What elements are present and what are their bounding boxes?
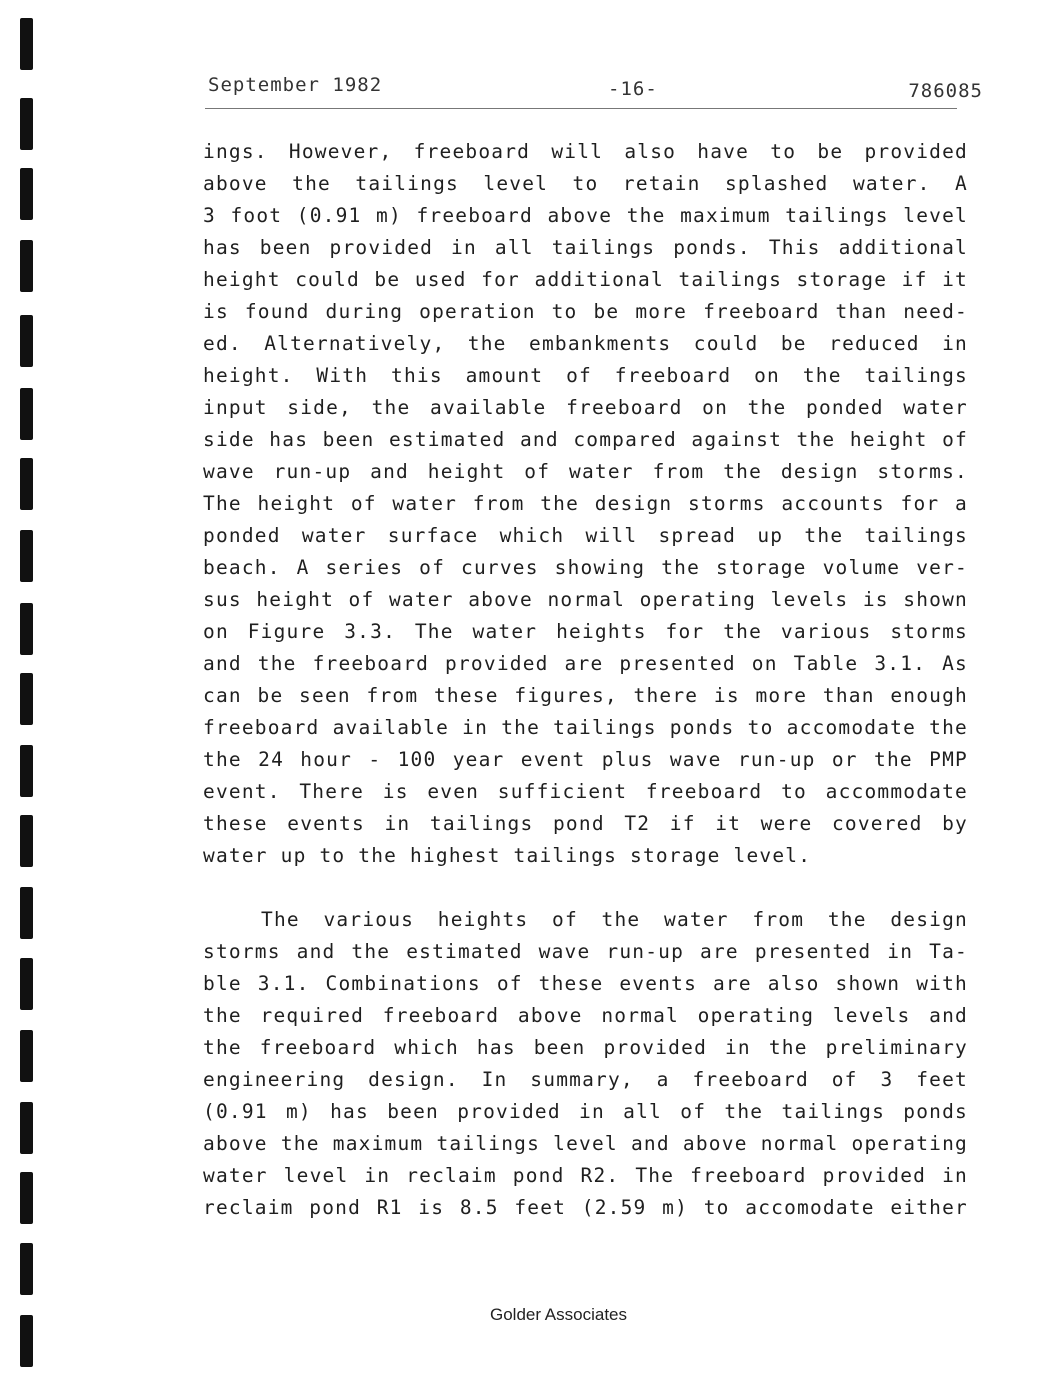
text-line: ings. However, freeboard will also have to be provided: [203, 140, 968, 163]
binding-mark: [20, 1243, 33, 1295]
text-line: The height of water from the design storms accounts for a: [203, 492, 968, 515]
binding-mark: [20, 1172, 33, 1224]
text-line: beach. A series of curves showing the storage volume ver-: [203, 556, 968, 579]
text-line: height could be used for additional tailings storage if it: [203, 268, 968, 291]
text-line: the required freeboard above normal operating levels and: [203, 1004, 968, 1027]
binding-mark: [20, 673, 33, 725]
text-line: (0.91 m) has been provided in all of the tailings ponds: [203, 1100, 968, 1123]
binding-hole-marks: [20, 0, 40, 1380]
text-line: ed. Alternatively, the embankments could be reduced in: [203, 332, 968, 355]
document-number: 786085: [908, 80, 983, 102]
footer-company: Golder Associates: [489, 1305, 627, 1324]
body-text: [203, 136, 968, 1224]
text-line: 3 foot (0.91 m) freeboard above the maximum tailings level: [203, 204, 968, 227]
text-line: The various heights of the water from the design: [261, 908, 968, 931]
paragraph-2: [203, 904, 968, 1224]
text-line: the freeboard which has been provided in the preliminary: [203, 1036, 968, 1059]
binding-mark: [20, 1030, 33, 1082]
binding-mark: [20, 240, 33, 292]
binding-mark: [20, 745, 33, 797]
text-line: storms and the estimated wave run-up are presented in Ta-: [203, 940, 968, 963]
binding-mark: [20, 315, 33, 367]
text-line: reclaim pond R1 is 8.5 feet (2.59 m) to accomodate either: [203, 1196, 968, 1219]
text-line: is found during operation to be more freeboard than need-: [203, 300, 968, 323]
header-rule: [205, 108, 957, 109]
text-line: water up to the highest tailings storage level.: [203, 844, 812, 867]
paragraph-gap: [203, 872, 968, 904]
page-number: -16-: [608, 78, 658, 100]
text-line: event. There is even sufficient freeboard to accommodate: [203, 780, 968, 803]
text-line: and the freeboard provided are presented on Table 3.1. As: [203, 652, 968, 675]
header-date: September 1982: [208, 74, 383, 96]
text-line: can be seen from these figures, there is more than enough: [203, 684, 968, 707]
text-line: these events in tailings pond T2 if it were covered by: [203, 812, 968, 835]
paragraph-1: [203, 136, 968, 872]
text-line: height. With this amount of freeboard on the tailings: [203, 364, 968, 387]
binding-mark: [20, 458, 33, 510]
text-line: input side, the available freeboard on the ponded water: [203, 396, 968, 419]
text-line: wave run-up and height of water from the design storms.: [203, 460, 968, 483]
text-line: sus height of water above normal operating levels is shown: [203, 588, 968, 611]
page-header: [208, 70, 983, 104]
text-line: ponded water surface which will spread up the tailings: [203, 524, 968, 547]
binding-mark: [20, 603, 33, 655]
text-line: side has been estimated and compared against the height of: [203, 428, 968, 451]
text-line: freeboard available in the tailings ponds to accomodate the: [203, 716, 968, 739]
text-line: ble 3.1. Combinations of these events are also shown with: [203, 972, 968, 995]
text-line: above the maximum tailings level and above normal operating: [203, 1132, 968, 1155]
binding-mark: [20, 1102, 33, 1154]
binding-mark: [20, 98, 33, 150]
text-line: on Figure 3.3. The water heights for the various storms: [203, 620, 968, 643]
binding-mark: [20, 887, 33, 939]
text-line: engineering design. In summary, a freeboard of 3 feet: [203, 1068, 968, 1091]
binding-mark: [20, 958, 33, 1010]
text-line: the 24 hour - 100 year event plus wave run-up or the PMP: [203, 748, 968, 771]
binding-mark: [20, 815, 33, 867]
text-line: has been provided in all tailings ponds. This additional: [203, 236, 968, 259]
binding-mark: [20, 168, 33, 220]
text-line: water level in reclaim pond R2. The freeboard provided in: [203, 1164, 968, 1187]
binding-mark: [20, 388, 33, 440]
binding-mark: [20, 18, 33, 70]
binding-mark: [20, 530, 33, 582]
text-line: above the tailings level to retain splashed water. A: [203, 172, 968, 195]
